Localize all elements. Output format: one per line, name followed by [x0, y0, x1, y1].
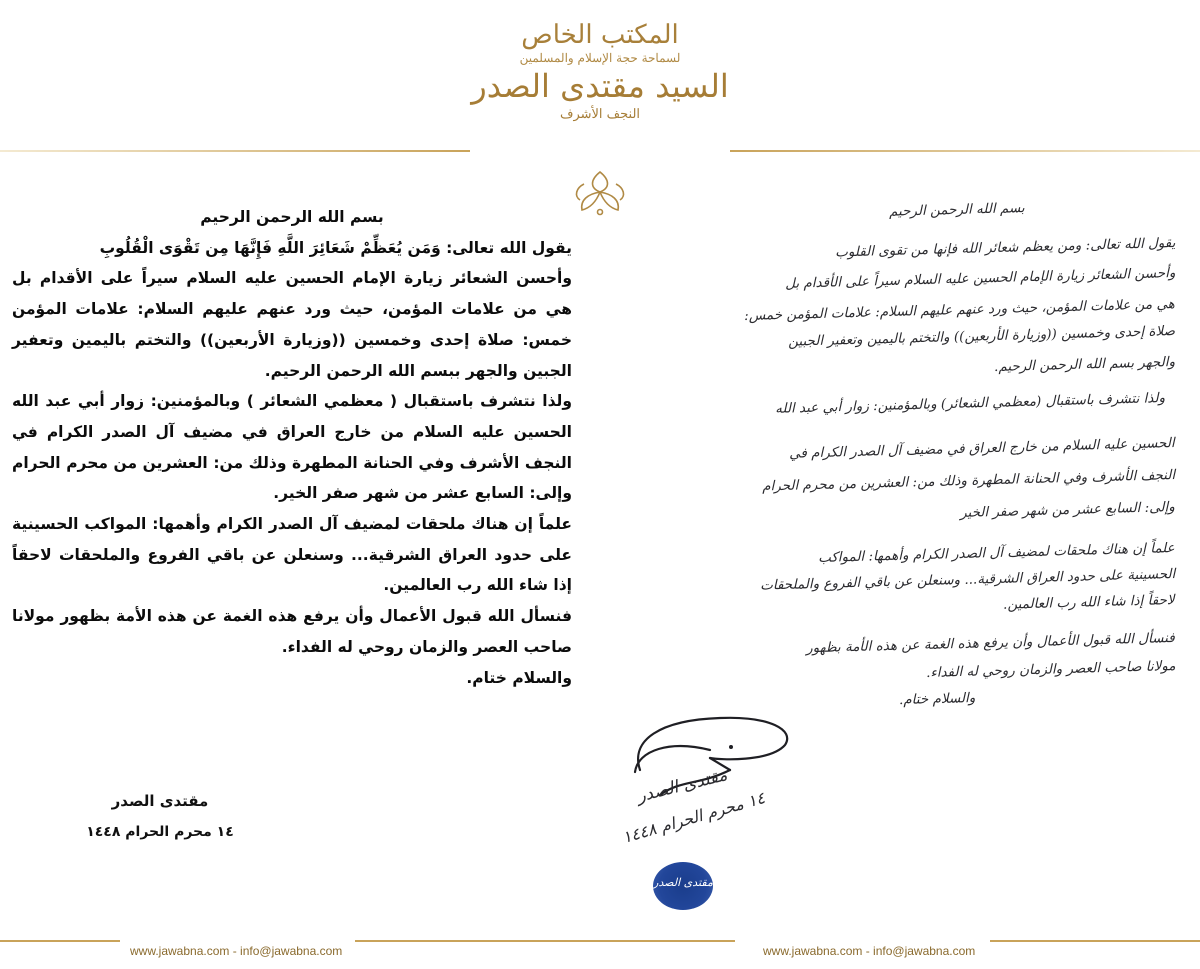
letterhead-crest	[470, 20, 730, 195]
handwritten-line: النجف الأشرف وفي الحنانة المطهرة وذلك من: العشرين من محرم الحرام	[761, 467, 1176, 495]
office-name: السيد مقتدى الصدر	[471, 67, 729, 105]
seal-stamp	[653, 862, 713, 910]
typed-basmala: بسم الله الرحمن الرحيم	[200, 208, 384, 226]
letterhead	[0, 0, 1200, 200]
handwritten-line: وأحسن الشعائر زيارة الإمام الحسين عليه السلام سيراً على الأقدام بل	[784, 265, 1176, 292]
header-divider-left	[0, 150, 470, 152]
typed-signature-name: مقتدى الصدر	[111, 792, 209, 810]
handwritten-signature-name: مقتدى الصدر	[634, 765, 730, 807]
typed-paragraph-5: فنسأل الله قبول الأعمال وأن يرفع هذه الغمة عن هذه الأمة بظهور مولانا صاحب العصر والزمان روحي له الفداء.	[12, 607, 572, 656]
handwritten-line: يقول الله تعالى: ومن يعظم شعائر الله فإنها من تقوى القلوب	[834, 235, 1176, 261]
office-title: المكتب الخاص	[521, 20, 679, 50]
typed-paragraph-3: ولذا نتشرف باستقبال ( معظمي الشعائر ) وبالمؤمنين: زوار أبي عبد الله الحسين عليه السلام من خارج العراق في مضيف آل الصدر الكرام في النجف الأشرف وفي الحنانة المطهرة وذلك من: العشرين من محرم الحرام وإلى: السابع عشر من شهر صفر الخير.	[12, 392, 572, 503]
handwritten-line: بسم الله الرحمن الرحيم	[889, 200, 1026, 220]
signature-scribble-icon	[600, 700, 800, 890]
handwritten-line: هي من علامات المؤمن، حيث ورد عنهم عليهم السلام: علامات المؤمن خمس:	[744, 296, 1176, 325]
handwritten-line: والسلام ختام.	[898, 690, 976, 709]
footer-rule	[0, 940, 120, 942]
office-city: النجف الأشرف	[559, 107, 641, 122]
handwritten-line: لاحقاً إذا شاء الله رب العالمين.	[1003, 592, 1176, 613]
typed-paragraph-6: والسلام ختام.	[466, 668, 572, 687]
typed-paragraph-1: يقول الله تعالى: وَمَن يُعَظِّمْ شَعَائِرَ اللَّهِ فَإِنَّهَا مِن تَقْوَى الْقُلُوبِ	[99, 238, 572, 257]
handwritten-line: وإلى: السابع عشر من شهر صفر الخير	[960, 499, 1176, 521]
typed-paragraph-2: وأحسن الشعائر زيارة الإمام الحسين عليه السلام سيراً على الأقدام بل هي من علامات المؤمن، حيث ورد عنهم عليهم السلام: علامات المؤمن خمس: صلاة إحدى وخمسين ((وزيارة الأربعين)) والتختم باليمين وتعفير الجبين والجهر ببسم الله الرحمن الرحيم.	[12, 269, 572, 380]
seal-stamp-text: مقتدى الصدر	[653, 876, 713, 889]
header-divider-right	[730, 150, 1200, 152]
handwritten-line: فنسأل الله قبول الأعمال وأن يرفع هذه الغمة عن هذه الأمة بظهور	[806, 630, 1176, 657]
footer-rule	[355, 940, 735, 942]
footer-contact-right: www.jawabna.com - info@jawabna.com	[763, 944, 976, 958]
handwritten-line: الحسينية على حدود العراق الشرقية... وسنعلن عن باقي الفروع والملحقات	[759, 566, 1176, 594]
footer-rule	[990, 940, 1200, 942]
footer	[0, 928, 1200, 969]
ornament-icon	[570, 170, 630, 216]
typed-paragraph-4: علماً إن هناك ملحقات لمضيف آل الصدر الكرام وأهمها: المواكب الحسينية على حدود العراق الشرقية... وسنعلن عن باقي الفروع والملحقات لاحقاً إذا شاء الله رب العالمين.	[12, 515, 572, 595]
typed-signature-date: ١٤ محرم الحرام ١٤٤٨	[86, 824, 234, 840]
handwritten-line: مولانا صاحب العصر والزمان روحي له الفداء.	[925, 658, 1176, 681]
handwritten-line: الحسين عليه السلام من خارج العراق في مضيف آل الصدر الكرام في	[789, 435, 1176, 462]
footer-contact-left: www.jawabna.com - info@jawabna.com	[130, 944, 343, 958]
handwritten-line: والجهر بسم الله الرحمن الرحيم.	[993, 354, 1176, 376]
handwritten-line: ولذا نتشرف باستقبال (معظمي الشعائر) وبالمؤمنين: زوار أبي عبد الله	[774, 390, 1166, 417]
office-subtitle: لسماحة حجة الإسلام والمسلمين	[519, 51, 681, 65]
handwritten-line: علماً إن هناك ملحقات لمضيف آل الصدر الكرام وأهمها: المواكب	[818, 540, 1176, 566]
handwritten-signature-date: ١٤ محرم الحرام ١٤٤٨	[620, 788, 768, 847]
typed-statement	[12, 202, 572, 693]
handwritten-line: صلاة إحدى وخمسين ((وزيارة الأربعين)) والتختم باليمين وتعفير الجبين	[787, 323, 1176, 350]
